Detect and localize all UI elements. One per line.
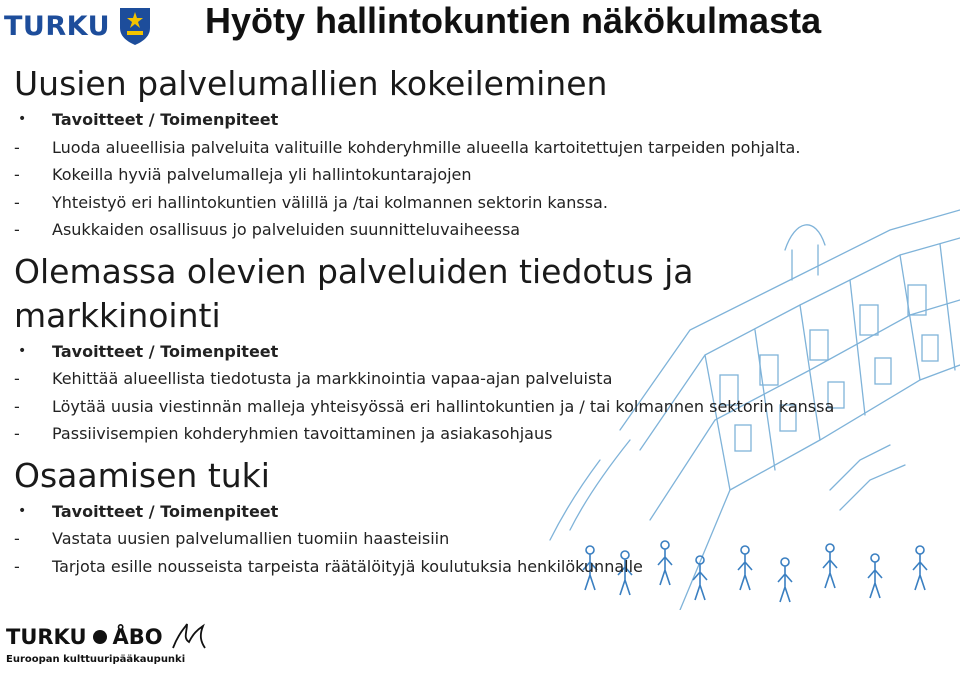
logo-abo-text: ÅBO: [112, 625, 163, 649]
section-title-osaamisen-tuki: Osaamisen tuki: [14, 455, 270, 495]
flame-swirl-icon: [169, 622, 209, 652]
list-item: - Vastata uusien palvelumallien tuomiin haasteisiin: [14, 529, 450, 548]
list-item: - Passiivisempien kohderyhmien tavoittaminen ja asiakasohjaus: [14, 424, 553, 443]
bullet-heading: • Tavoitteet / Toimenpiteet: [14, 498, 954, 526]
turku-crest-icon: [118, 6, 152, 46]
slide-title: Hyöty hallintokuntien näkökulmasta: [205, 0, 822, 41]
list-item: - Yhteistyö eri hallintokuntien välillä ja /tai kolmannen sektorin kanssa.: [14, 192, 608, 212]
slide-content: [14, 62, 954, 580]
turku-logo-text: TURKU: [4, 10, 111, 42]
logo-subtitle: Euroopan kulttuuripääkaupunki: [6, 654, 186, 665]
turku-logo: [4, 6, 152, 46]
bullet-heading: • Tavoitteet / Toimenpiteet: [14, 106, 954, 134]
list-item: - Tarjota esille nousseista tarpeista räätälöityjä koulutuksia henkilökunnalle: [14, 556, 643, 576]
list-item: - Luoda alueellisia palveluita valituille kohderyhmille alueella kartoitettujen tarpeiden pohjalta.: [14, 137, 801, 157]
turku-abo-logo: [6, 622, 209, 665]
section-title-tiedotus: Olemassa olevien palveluiden tiedotus ja markkinointi: [14, 251, 694, 335]
bullet-dot-icon: •: [18, 111, 27, 127]
list-item: - Kehittää alueellista tiedotusta ja markkinointia vapaa-ajan palveluista: [14, 369, 613, 388]
list-item: - Asukkaiden osallisuus jo palveluiden suunnitteluvaiheessa: [14, 220, 521, 239]
bullet-dot-icon: •: [18, 502, 27, 519]
bullet-heading: • Tavoitteet / Toimenpiteet: [14, 338, 954, 366]
logo-turku-text: TURKU: [6, 625, 87, 649]
list-item: - Kokeilla hyviä palvelumalleja yli hallintokuntarajojen: [14, 165, 472, 184]
list-item: - Löytää uusia viestinnän malleja yhteisyössä eri hallintokuntien ja / tai kolmannen sektorin kanssa: [14, 396, 835, 416]
bullet-dot-icon: •: [18, 342, 27, 359]
logo-dot-icon: [93, 630, 107, 644]
section-title-kokeileminen: Uusien palvelumallien kokeileminen: [14, 64, 608, 103]
